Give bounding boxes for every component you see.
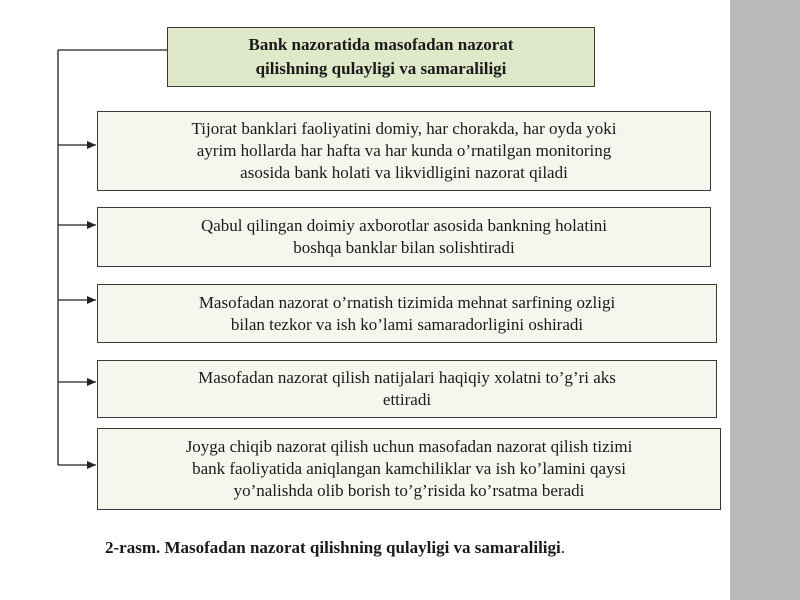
item-box-3 — [97, 284, 717, 343]
item-box-1 — [97, 111, 711, 191]
item-box-2 — [97, 207, 711, 267]
item-text-1: Tijorat banklari faoliyatini domiy, har chorakda, har oyda yoki ayrim hollarda har hafta va har kunda o’rnatilgan monitoring asosida bank holati va likvidligini nazorat qiladi — [191, 119, 617, 182]
item-box-5 — [97, 428, 721, 510]
right-margin-strip — [728, 0, 800, 600]
item-box-4 — [97, 360, 717, 418]
item-text-3: Masofadan nazorat o’rnatish tizimida mehnat sarfining ozligi bilan tezkor va ish ko’lami samaradorligini oshiradi — [198, 292, 616, 334]
figure-caption-text: 2-rasm. Masofadan nazorat qilishning qulayligi va samaraliligi — [105, 538, 561, 557]
diagram-title: Bank nazoratida masofadan nazorat qilishning qulayligi va samaraliligi — [248, 35, 514, 78]
item-text-5: Joyga chiqib nazorat qilish uchun masofadan nazorat qilish tizimi bank faoliyatida aniqlangan kamchiliklar va ish ko’lamini qaysi yo’nalishda olib borish to’g’risida ko’rsatma beradi — [185, 437, 633, 500]
diagram-title-box — [167, 27, 595, 87]
item-text-2: Qabul qilingan doimiy axborotlar asosida bankning holatini boshqa banklar bilan solishtiradi — [200, 216, 608, 257]
figure-caption — [105, 538, 725, 558]
figure-caption-period: . — [560, 538, 565, 557]
item-text-4: Masofadan nazorat qilish natijalari haqiqiy xolatni to’g’ri aks ettiradi — [198, 368, 616, 409]
